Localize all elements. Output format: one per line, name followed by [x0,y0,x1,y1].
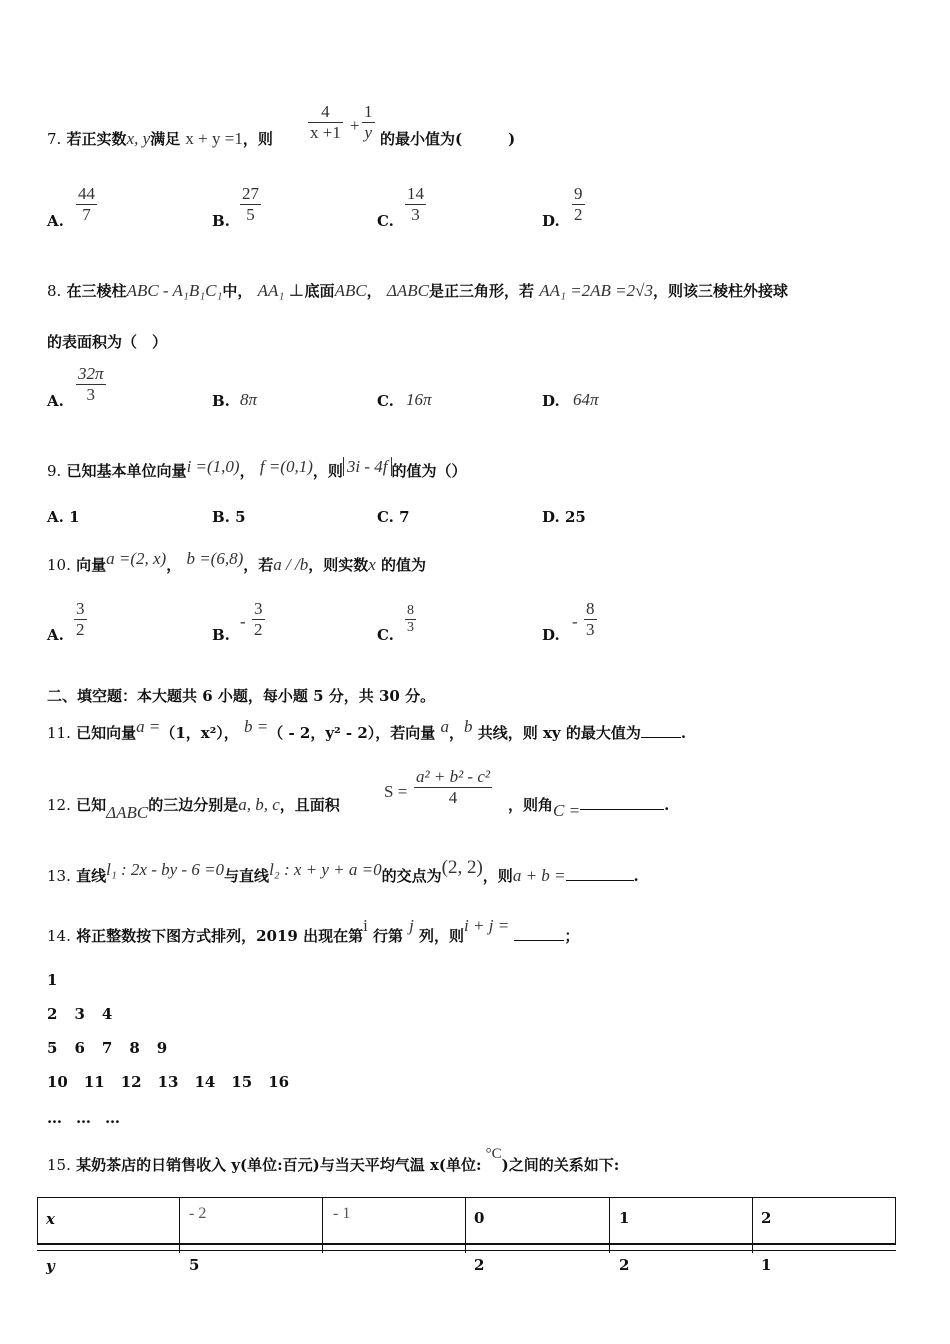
q13-a-plus-b: a + b = [512,866,566,885]
q15-col-divider-4 [609,1197,610,1253]
q8-triangle: ΔABC [386,281,430,300]
q12-triangle: ΔABC [106,803,149,822]
q7-option-b-frac [240,184,261,225]
q14-ellipsis: … [105,1109,120,1127]
q10-option-c-num: 8 [407,603,414,618]
q10-option-b-sign: - [240,612,246,631]
q9-abs-expression: 3i - 4f [343,457,392,476]
q10-option-a-label: A. [47,626,64,644]
q13-line [47,857,639,887]
q10-text-4: ，则实数 [308,556,369,574]
q8-text-6: ，则该三棱柱外接球 [653,282,789,300]
q12-line [47,794,340,822]
q13-number: 13. [47,867,71,885]
q14-number-row-1 [47,971,57,989]
q7-text-3: ，则 [242,130,273,148]
q7-option-d-frac [572,184,585,225]
q7-option-c-den: 3 [411,205,420,224]
q12-fraction [414,767,492,808]
q15-col-divider-2 [322,1197,323,1253]
q9-option-d [542,508,586,526]
q15-x-value: - 2 [189,1205,207,1222]
q11-b: b [464,717,473,736]
q14-line [47,916,580,946]
q10-option-b-frac [252,599,265,640]
q10-option-c-label: C. [377,626,394,644]
q8-option-c-value: 16π [406,390,432,409]
q9-vector-i: i =(1,0) [186,457,240,476]
q7-option-a-frac [76,184,97,225]
q9-option-d-value: 25 [564,508,586,526]
q15-text-1: 某奶茶店的日销售收入 y(单位:百元)与当天平均气温 x(单位: [76,1156,482,1174]
q14-end: ； [564,927,580,945]
q14-num: 12 [120,1073,142,1091]
q7-frac1-num: 4 [321,102,330,121]
q7-text-1: 若正实数 [66,130,127,148]
q8-base: ABC [334,281,367,300]
q13-text-3: 的交点为 [381,867,442,885]
q14-num: 2 [47,1005,58,1023]
q12-frac-num: a² + b² - c² [416,767,490,786]
q11-number: 11. [47,724,71,742]
q14-j: j [409,916,414,935]
q8-option-a-num: 32π [78,364,104,383]
q11-line [47,717,687,743]
q15-number: 15. [47,1156,71,1174]
q10-option-a-den: 2 [76,620,85,639]
q10-option-d-sign: - [572,612,578,631]
q14-num: 11 [83,1073,105,1091]
q8-text-1: 在三棱柱 [66,282,127,300]
q10-option-d-num: 8 [586,599,595,618]
q14-number-row-2 [47,1005,112,1023]
q11-answer-blank[interactable] [641,737,681,738]
q15-x-value: 0 [474,1209,485,1227]
q7-fraction-2 [362,102,375,143]
q13-text-1: 直线 [76,867,107,885]
q13-text-2: 与直线 [224,867,270,885]
q14-text-3: 列，则 [419,927,465,945]
q7-option-b-den: 5 [246,205,255,224]
q14-text-2: 行第 [373,927,404,945]
q10-line [47,549,427,575]
q8-text-3: 底面 [304,282,335,300]
q11-b-value: （ - 2，y² - 2），若向量 [268,724,436,742]
q7-option-a-num: 44 [78,184,95,203]
q9-option-d-label: D. [542,508,560,526]
q14-number-row-5 [47,1109,120,1127]
q10-option-c-den: 3 [407,620,414,635]
q13-answer-blank[interactable] [566,880,634,881]
q14-number: 14. [47,927,71,945]
q8-line [47,280,788,301]
q14-num: 8 [129,1039,140,1057]
q13-point: (2, 2) [441,857,483,878]
q8-line-2: 的表面积为（ ） [47,333,168,351]
q13-line-l1: l₁ : 2x - by - 6 =0 [106,860,225,879]
q11-vector-a: a = [136,717,161,736]
q9-option-b [212,508,246,526]
q15-y-label: y [46,1257,55,1275]
q15-col-divider-5 [752,1197,753,1253]
q9-text-2: ， [239,462,255,480]
q10-option-a-num: 3 [76,599,85,618]
q8-text-2: 中， [222,282,253,300]
q10-text-3: ，若 [243,556,274,574]
q15-x-label: x [46,1210,55,1228]
q13-line-l2: l₂ : x + y + a =0 [269,860,382,879]
q15-col-divider-1 [179,1197,180,1253]
q10-x: x [368,555,376,574]
q14-num: 6 [74,1039,85,1057]
q9-option-a [47,508,80,526]
q7-number: 7. [47,130,62,148]
q9-option-a-label: A. [47,508,64,526]
q13-end: . [633,867,639,885]
q10-option-d-den: 3 [586,620,595,639]
q9-number: 9. [47,462,62,480]
q14-text-1: 将正整数按下图方式排列，2019 出现在第 [76,927,364,945]
q11-text-1: 已知向量 [76,724,137,742]
q9-vector-f: f =(0,1) [259,457,313,476]
q9-option-c [377,508,410,526]
q7-option-b-label: B. [212,212,230,230]
q11-a: a [440,717,450,736]
q12-frac-den: 4 [448,788,458,807]
q11-comma: ， [449,724,465,742]
q11-a-value: （1，x²）， [160,724,239,742]
q8-number: 8. [47,282,62,300]
q14-num: 5 [47,1039,58,1057]
q15-y-value: 1 [761,1256,772,1274]
q10-text-5: 的值为 [381,556,427,574]
q13-text-4: ，则 [482,867,513,885]
q12-S: S = [384,782,408,801]
q7-tail [380,128,515,149]
q10-option-d-label: D. [542,626,560,644]
q7-fraction-1 [308,102,343,143]
q10-option-c-frac [405,603,416,636]
q10-vector-b: b =(6,8) [186,549,244,568]
q15-y-value: 2 [474,1256,485,1274]
q9-option-c-label: C. [377,508,394,526]
q12-tail [508,794,670,820]
q8-text-5: 是正三角形，若 [429,282,535,300]
q7-xy: x, y [126,129,151,148]
q14-num: 15 [231,1073,253,1091]
q14-i-plus-j: i + j = [464,916,510,935]
q7-line [47,128,273,149]
q9-option-b-label: B. [212,508,230,526]
q8-option-a-label: A. [47,392,64,410]
q14-i: i [363,916,368,935]
q9-text-3: ，则 [312,462,343,480]
q10-option-b-num: 3 [254,599,263,618]
q8-text-4: ， [366,282,382,300]
q14-num: 4 [101,1005,113,1023]
q10-option-a-frac [74,599,87,640]
q7-option-d-num: 9 [574,184,583,203]
q14-num: 1 [47,971,58,989]
q14-number-row-4 [47,1073,289,1091]
q10-option-d-frac [584,599,597,640]
q7-option-c-frac [405,184,426,225]
q15-y-value: 5 [189,1256,200,1274]
q14-ellipsis: … [76,1109,91,1127]
q14-num: 3 [74,1005,85,1023]
q14-ellipsis: … [47,1109,62,1127]
q12-text-4: ，则角 [508,796,554,814]
q10-vector-a: a =(2, x) [106,549,167,568]
q15-y-value: 2 [619,1256,630,1274]
q15-line [47,1146,620,1175]
q15-x-value: 2 [761,1209,772,1227]
q12-answer-blank[interactable] [580,809,664,810]
q12-text-3: ，且面积 [279,796,340,814]
q14-num: 16 [268,1073,290,1091]
q10-option-b-den: 2 [254,620,263,639]
section-2-heading: 二、填空题：本大题共 6 小题，每小题 5 分，共 30 分。 [47,687,436,705]
q9-line [47,457,467,481]
q15-unit: °C [485,1146,502,1162]
q7-condition: x + y =1 [185,129,243,148]
q10-number: 10. [47,556,71,574]
q12-text-1: 已知 [76,796,107,814]
q15-text-2: )之间的关系如下: [501,1156,620,1174]
q7-option-c-num: 14 [407,184,424,203]
q8-option-d-value: 64π [573,390,599,409]
q10-text-2: ， [166,556,182,574]
q11-end: . [680,724,687,742]
q7-text-2: 满足 [150,130,181,148]
q15-x-value: 1 [619,1209,630,1227]
q9-text-1: 已知基本单位向量 [66,462,187,480]
q9-option-b-value: 5 [235,508,246,526]
q7-option-b-num: 27 [242,184,259,203]
q7-option-a-den: 7 [82,205,91,224]
q8-option-c-label: C. [377,392,394,410]
q12-text-2: 的三边分别是 [148,796,239,814]
q7-frac1-den: x +1 [310,123,341,142]
q14-num: 10 [47,1073,68,1091]
q12-number: 12. [47,796,71,814]
q15-x-value: - 1 [333,1205,351,1222]
q10-text-1: 向量 [76,556,107,574]
q9-option-c-value: 7 [399,508,410,526]
q14-num: 7 [101,1039,113,1057]
q11-vector-b: b = [244,717,269,736]
q7-frac2-den: y [364,123,373,142]
q10-parallel: a / /b [273,555,309,574]
q7-text-4: 的最小值为( [380,130,463,148]
q7-frac2-num: 1 [364,102,373,121]
q14-num: 13 [157,1073,179,1091]
q7-option-c-label: C. [377,212,394,230]
q14-number-row-3 [47,1039,167,1057]
q8-option-b-label: B. [212,392,230,410]
q7-plus: + [350,116,360,135]
q7-option-d-label: D. [542,212,560,230]
q14-num: 9 [156,1039,168,1057]
q12-sides: a, b, c [238,795,280,814]
q8-option-d-label: D. [542,392,560,410]
q9-text-4: 的值为（） [391,462,467,480]
q8-equation: AA₁ =2AB =2√3 [539,281,653,300]
q8-perp: AA₁ ⊥ [257,281,305,300]
q14-answer-blank[interactable] [514,940,564,941]
q15-table-divider [37,1250,896,1251]
q7-option-a-label: A. [47,212,64,230]
q8-option-a-den: 3 [86,385,96,404]
q15-col-divider-3 [465,1197,466,1253]
q8-prism: ABC - A₁B₁C₁ [126,281,223,300]
q11-text-2: 共线，则 xy 的最大值为 [477,724,641,742]
q10-option-b-label: B. [212,626,230,644]
q8-option-b-value: 8π [240,390,258,409]
q7-text-5: ) [508,130,516,148]
q7-option-d-den: 2 [574,205,583,224]
q9-option-a-value: 1 [69,508,80,526]
q12-C: C = [553,801,581,820]
q8-option-a-frac [76,364,106,405]
q12-end: . [664,796,670,814]
q14-num: 14 [194,1073,216,1091]
